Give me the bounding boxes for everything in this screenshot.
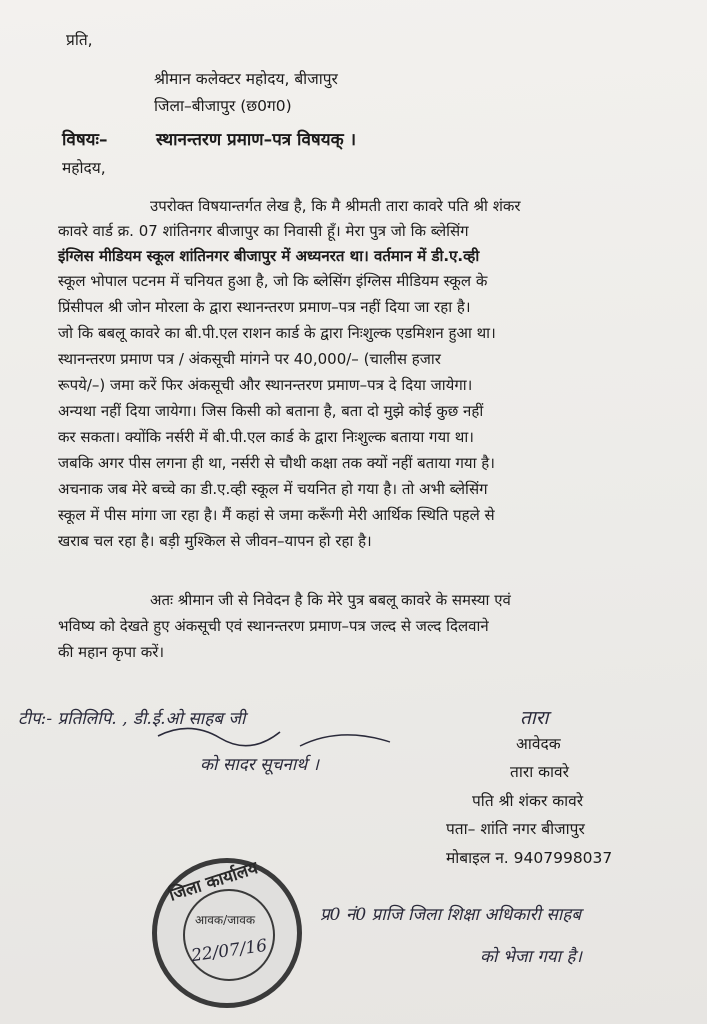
handwritten-note-line1: टीप:- प्रतिलिपि. , डी.ई.ओ साहब जी (18, 709, 246, 729)
body-line: जबकि अगर पीस लगना ही था, नर्सरी से चौथी कक्षा तक क्यों नहीं बताया गया है। (58, 454, 495, 472)
body-line: अन्यथा नहीं दिया जायेगा। जिस किसी को बताना है, बता दो मुझे कोई कुछ नहीं (58, 402, 484, 420)
subject-text: स्थानन्तरण प्रमाण–पत्र विषयक् । (156, 130, 357, 150)
body-line: स्कूल भोपाल पटनम में चनियत हुआ है, जो कि ब्लेसिंग इंग्लिस मीडियम स्कूल के (58, 272, 488, 290)
forwarding-note-line2: को भेजा गया है। (480, 947, 582, 967)
applicant-husband: पति श्री शंकर कावरे (472, 792, 584, 810)
prati-label: प्रति, (66, 31, 93, 49)
recipient-line1: श्रीमान कलेक्टर महोदय, बीजापुर (154, 70, 338, 88)
closing-paragraph (58, 590, 668, 670)
closing-line: की महान कृपा करें। (58, 643, 165, 661)
stamp-inner-circle (183, 889, 275, 981)
applicant-signature: तारा (520, 707, 549, 729)
body-line: जो कि बबलू कावरे का बी.पी.एल राशन कार्ड के द्वारा निःशुल्क एडमिशन हुआ था। (58, 324, 496, 342)
recipient-line2: जिला–बीजापुर (छ0ग0) (154, 97, 292, 115)
stamp-ring-text: जिला कार्यालय (166, 858, 261, 906)
body-line: इंग्लिस मीडियम स्कूल शांतिनगर बीजापुर में अध्यनरत था। वर्तमान में डी.ए.व्ही (58, 247, 480, 265)
subject-label: विषयः– (62, 130, 108, 150)
body-line: अचनाक जब मेरे बच्चे का डी.ए.व्ही स्कूल में चयनित हो गया है। तो अभी ब्लेसिंग (58, 480, 488, 498)
body-line: प्रिंसीपल श्री जोन मोरला के द्वारा स्थानन्तरण प्रमाण–पत्र नहीं दिया जा रहा है। (58, 298, 471, 316)
salutation: महोदय, (62, 159, 106, 177)
closing-line: भविष्य को देखते हुए अंकसूची एवं स्थानन्तरण प्रमाण–पत्र जल्द से जल्द दिलवाने (58, 617, 489, 635)
stamp-date: 22/07/16 (189, 935, 269, 967)
handwritten-note-line2: को सादर सूचनार्थ । (200, 755, 319, 775)
office-stamp (152, 858, 302, 1008)
letter-body (58, 196, 668, 576)
body-line: उपरोक्त विषयान्तर्गत लेख है, कि मै श्रीमती तारा कावरे पति श्री शंकर (150, 197, 521, 215)
closing-line: अतः श्रीमान जी से निवेदन है कि मेरे पुत्र बबलू कावरे के समस्या एवं (150, 591, 511, 609)
applicant-address: पता– शांति नगर बीजापुर (446, 820, 585, 838)
applicant-mobile: मोबाइल न. 9407998037 (446, 849, 613, 867)
body-line: स्थानन्तरण प्रमाण पत्र / अंकसूची मांगने पर 40,000/– (चालीस हजार (58, 350, 441, 368)
body-line: रूपये/–) जमा करें फिर अंकसूची और स्थानन्तरण प्रमाण–पत्र दे दिया जायेगा। (58, 376, 473, 394)
applicant-label: आवेदक (516, 735, 561, 753)
forwarding-note-line1: प्र0 नं0 प्राजि जिला शिक्षा अधिकारी साहब (320, 905, 582, 925)
stamp-inner-label: आवक/जावक (195, 913, 256, 927)
body-line: खराब चल रहा है। बड़ी मुश्किल से जीवन–यापन हो रहा है। (58, 532, 372, 550)
handwriting-strokes (150, 716, 410, 756)
body-line: स्कूल में पीस मांगा जा रहा है। मैं कहां से जमा करूँगी मेरी आर्थिक स्थिति पहले से (58, 506, 495, 524)
body-line: कावरे वार्ड क्र. 07 शांतिनगर बीजापुर का निवासी हूँ। मेरा पुत्र जो कि ब्लेसिंग (58, 222, 469, 240)
applicant-name: तारा कावरे (510, 763, 570, 781)
body-line: कर सकता। क्योंकि नर्सरी में बी.पी.एल कार्ड के द्वारा निःशुल्क बताया गया था। (58, 428, 474, 446)
